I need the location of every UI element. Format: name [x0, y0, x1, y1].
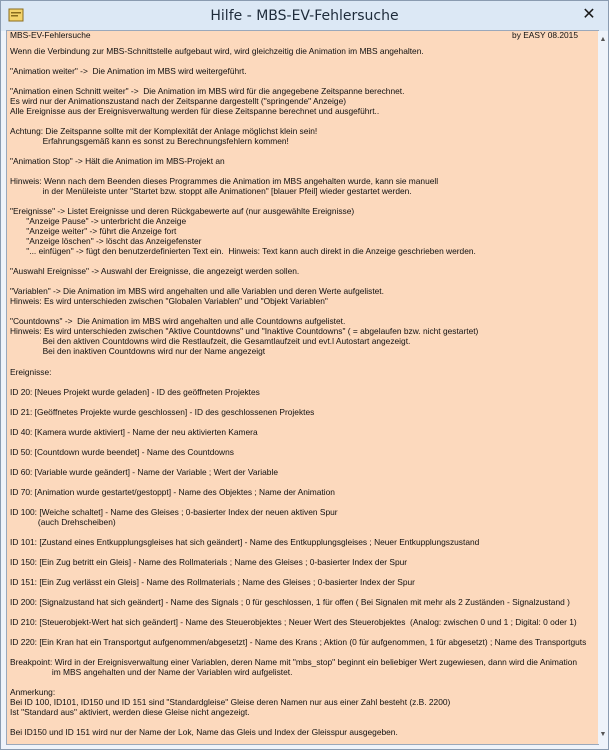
text-line: Bei den inaktiven Countdowns wird nur der Name angezeigt — [10, 346, 266, 356]
text-line: ID 220: [Ein Kran hat ein Transportgut aufgenommen/abgesetzt] - Name des Krans ; Aktion (0 für aufgenommen, 1 für abgesetzt) ; Name des Transportguts — [10, 637, 587, 647]
text-line: "Animation Stop" -> Hält die Animation im MBS-Projekt an — [10, 156, 225, 166]
text-line: ID 210: [Steuerobjekt-Wert hat sich geändert] - Name des Steuerobjektes ; Neuer Wert des Steuerobjektes (Analog: zwischen 0 und 1 ; Digital: 0 oder 1) — [10, 617, 577, 627]
text-line: "Ereignisse" -> Listet Ereignisse und deren Rückgabewerte auf (nur ausgewählte Ereignisse) — [10, 206, 355, 216]
text-line: ID 151: [Ein Zug verlässt ein Gleis] - Name des Rollmaterials ; Name des Gleises ; 0-basierter Index der Spur — [10, 577, 415, 587]
text-line: ID 101: [Zustand eines Entkupplungsgleises hat sich geändert] - Name des Entkupplungsgleises ; Neuer Entkupplungszustand — [10, 537, 480, 547]
scroll-down-arrow-icon[interactable]: ▼ — [599, 731, 607, 738]
author-credit: by EASY 08.2015 — [512, 30, 578, 40]
text-line: ID 40: [Kamera wurde aktiviert] - Name der neu aktivierten Kamera — [10, 427, 258, 437]
text-line: "Anzeige Pause" -> unterbricht die Anzeige — [10, 216, 187, 226]
text-line: "Variablen" -> Die Animation im MBS wird angehalten und alle Variablen und deren Werte aufgelistet. — [10, 286, 384, 296]
text-line: Bei den aktiven Countdowns wird die Restlaufzeit, die Gesamtlaufzeit und evt.l Autostart angezeigt. — [10, 336, 411, 346]
window-title: Hilfe - MBS-EV-Fehlersuche — [210, 8, 399, 24]
text-line: Achtung: Die Zeitspanne sollte mit der Komplexität der Anlage möglichst klein sein! — [10, 126, 318, 136]
close-button[interactable]: ✕ — [582, 6, 596, 23]
text-line: ID 60: [Variable wurde geändert] - Name der Variable ; Wert der Variable — [10, 467, 278, 477]
text-line: (auch Drehscheiben) — [10, 517, 116, 527]
text-line: Hinweis: Wenn nach dem Beenden dieses Programmes die Animation im MBS angehalten wurde, kann sie manuell — [10, 176, 439, 186]
text-line: im MBS angehalten und der Name der Variablen wird aufgelistet. — [10, 667, 293, 677]
text-line: Anmerkung: — [10, 687, 56, 697]
text-line: "Countdowns" -> Die Animation im MBS wird angehalten und alle Countdowns aufgelistet. — [10, 316, 346, 326]
text-line: Ereignisse: — [10, 367, 52, 377]
text-line: Ist "Standard aus" aktiviert, werden diese Gleise nicht angezeigt. — [10, 707, 250, 717]
help-heading: MBS-EV-Fehlersuche — [10, 30, 91, 40]
text-line: Wenn die Verbindung zur MBS-Schnittstelle aufgebaut wird, wird gleichzeitig die Animation im MBS angehalten. — [10, 46, 424, 56]
text-line: in der Menüleiste unter "Startet bzw. stoppt alle Animationen" [blauer Pfeil] wieder gestartet werden. — [10, 186, 412, 196]
text-line: "Animation weiter" -> Die Animation im MBS wird weitergeführt. — [10, 66, 247, 76]
text-line: ID 150: [Ein Zug betritt ein Gleis] - Name des Rollmaterials ; Name des Gleises ; 0-basierter Index der Spur — [10, 557, 408, 567]
text-line: Hinweis: Es wird unterschieden zwischen "Globalen Variablen" und "Objekt Variablen" — [10, 296, 328, 306]
text-line: "Anzeige löschen" -> löscht das Anzeigefenster — [10, 236, 202, 246]
title-bar[interactable] — [1, 1, 608, 31]
text-line: "... einfügen" -> fügt den benutzerdefinierten Text ein. Hinweis: Text kann auch direkt in die Anzeige geschrieben werden. — [10, 246, 476, 256]
text-line: "Animation einen Schnitt weiter" -> Die Animation im MBS wird für die angegebene Zeitspanne berechnet. — [10, 86, 405, 96]
text-line: Breakpoint: Wird in der Ereignisverwaltung einer Variablen, deren Name mit "mbs_stop" beginnt ein beliebiger Wert zugewiesen, dann wird die Animation — [10, 657, 578, 667]
text-line: Bei ID 100, ID101, ID150 und ID 151 sind "Standardgleise" Gleise deren Namen nur aus einer Zahl besteht (z.B. 2200) — [10, 697, 451, 707]
vertical-scrollbar[interactable] — [598, 31, 608, 744]
text-line: Hinweis: Es wird unterschieden zwischen "Aktive Countdowns" und "Inaktive Countdowns" ( = abgelaufen bzw. nicht gestartet) — [10, 326, 479, 336]
text-line: ID 100: [Weiche schaltet] - Name des Gleises ; 0-basierter Index der neuen aktiven Spur — [10, 507, 338, 517]
text-line: Es wird nur der Animationszustand nach der Zeitspanne dargestellt ("springende" Anzeige) — [10, 96, 347, 106]
text-line: ID 50: [Countdown wurde beendet] - Name des Countdowns — [10, 447, 234, 457]
help-text-area[interactable] — [6, 30, 599, 745]
text-line: "Auswahl Ereignisse" -> Auswahl der Ereignisse, die angezeigt werden sollen. — [10, 266, 300, 276]
text-line: Erfahrungsgemäß kann es sonst zu Berechnungsfehlern kommen! — [10, 136, 289, 146]
text-line: ID 21: [Geöffnetes Projekte wurde geschlossen] - ID des geschlossenen Projektes — [10, 407, 315, 417]
text-line: Alle Ereignisse aus der Ereignisverwaltung werden für diese Zeitspanne berechnet und ausgeführt.. — [10, 106, 380, 116]
scroll-up-arrow-icon[interactable]: ▲ — [599, 36, 607, 43]
text-line: ID 20: [Neues Projekt wurde geladen] - ID des geöffneten Projektes — [10, 387, 260, 397]
text-line: ID 70: [Animation wurde gestartet/gestoppt] - Name des Objektes ; Name der Animation — [10, 487, 335, 497]
text-line: ID 200: [Signalzustand hat sich geändert] - Name des Signals ; 0 für geschlossen, 1 für offen ( Bei Signalen mit mehr als 2 Zuständen - Signalzustand ) — [10, 597, 570, 607]
text-line: Bei ID150 und ID 151 wird nur der Name der Lok, Name das Gleis und Index der Gleisspur ausgegeben. — [10, 727, 398, 737]
text-line: "Anzeige weiter" -> führt die Anzeige fort — [10, 226, 177, 236]
